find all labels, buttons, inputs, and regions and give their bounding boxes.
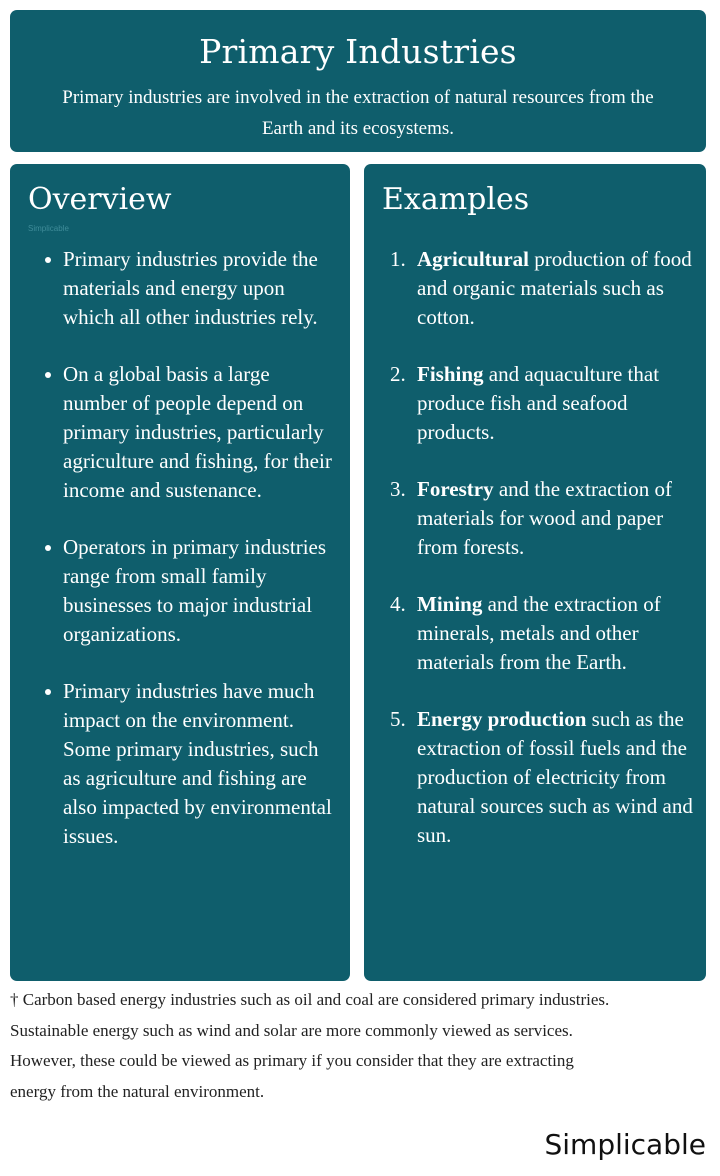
- example-term: Energy production: [417, 707, 587, 731]
- brand-logo: Simplicable: [544, 1128, 706, 1161]
- overview-item: [10, 533, 350, 649]
- overview-item-text: Primary industries have much impact on the environment. Some primary industries, such as agriculture and fishing are also impacted by environmental issues.: [63, 679, 332, 848]
- examples-list: [364, 245, 706, 878]
- example-number: 2.: [390, 362, 406, 386]
- example-term: Mining: [417, 592, 483, 616]
- overview-item-text: Primary industries provide the materials and energy upon which all other industries rely.: [63, 247, 318, 329]
- example-number: 1.: [390, 247, 406, 271]
- watermark: Simplicable: [28, 224, 69, 233]
- example-term: Forestry: [417, 477, 494, 501]
- overview-item: [10, 245, 350, 332]
- example-item: [364, 705, 706, 850]
- page-title: Primary Industries: [199, 32, 517, 71]
- examples-heading: Examples: [382, 182, 530, 217]
- bullet-icon: [45, 689, 51, 695]
- example-item: [364, 245, 706, 332]
- example-term: Agricultural: [417, 247, 529, 271]
- example-description: production of food and organic materials such as cotton.: [417, 247, 692, 329]
- footnote: † Carbon based energy industries such as oil and coal are considered primary industries. Sustainable energy such as wind and solar are more commonly viewed as services. However, these could be viewed as primary if you consider that they are extracting energy from the natural environment.: [10, 990, 610, 1101]
- example-term: Fishing: [417, 362, 484, 386]
- example-description: and aquaculture that produce fish and seafood products.: [417, 362, 660, 444]
- example-number: 4.: [390, 592, 406, 616]
- example-description: such as the extraction of fossil fuels and the production of electricity from natural sources such as wind and sun.: [417, 707, 693, 847]
- page-subtitle: Primary industries are involved in the extraction of natural resources from the Earth and its ecosystems.: [62, 87, 654, 139]
- examples-panel: [364, 164, 706, 981]
- header-panel: [10, 10, 706, 152]
- overview-item: [10, 360, 350, 505]
- example-description: and the extraction of minerals, metals and other materials from the Earth.: [417, 592, 661, 674]
- overview-item: [10, 677, 350, 851]
- overview-item-text: On a global basis a large number of people depend on primary industries, particularly agriculture and fishing, for their income and sustenance.: [63, 362, 332, 502]
- overview-list: [10, 245, 350, 879]
- bullet-icon: [45, 257, 51, 263]
- example-number: 5.: [390, 707, 406, 731]
- example-item: [364, 590, 706, 677]
- example-item: [364, 360, 706, 447]
- overview-heading: Overview: [28, 182, 172, 217]
- example-item: [364, 475, 706, 562]
- example-number: 3.: [390, 477, 406, 501]
- bullet-icon: [45, 372, 51, 378]
- bullet-icon: [45, 545, 51, 551]
- overview-panel: [10, 164, 350, 981]
- overview-item-text: Operators in primary industries range from small family businesses to major industrial organizations.: [63, 535, 327, 646]
- example-description: and the extraction of materials for wood and paper from forests.: [417, 477, 673, 559]
